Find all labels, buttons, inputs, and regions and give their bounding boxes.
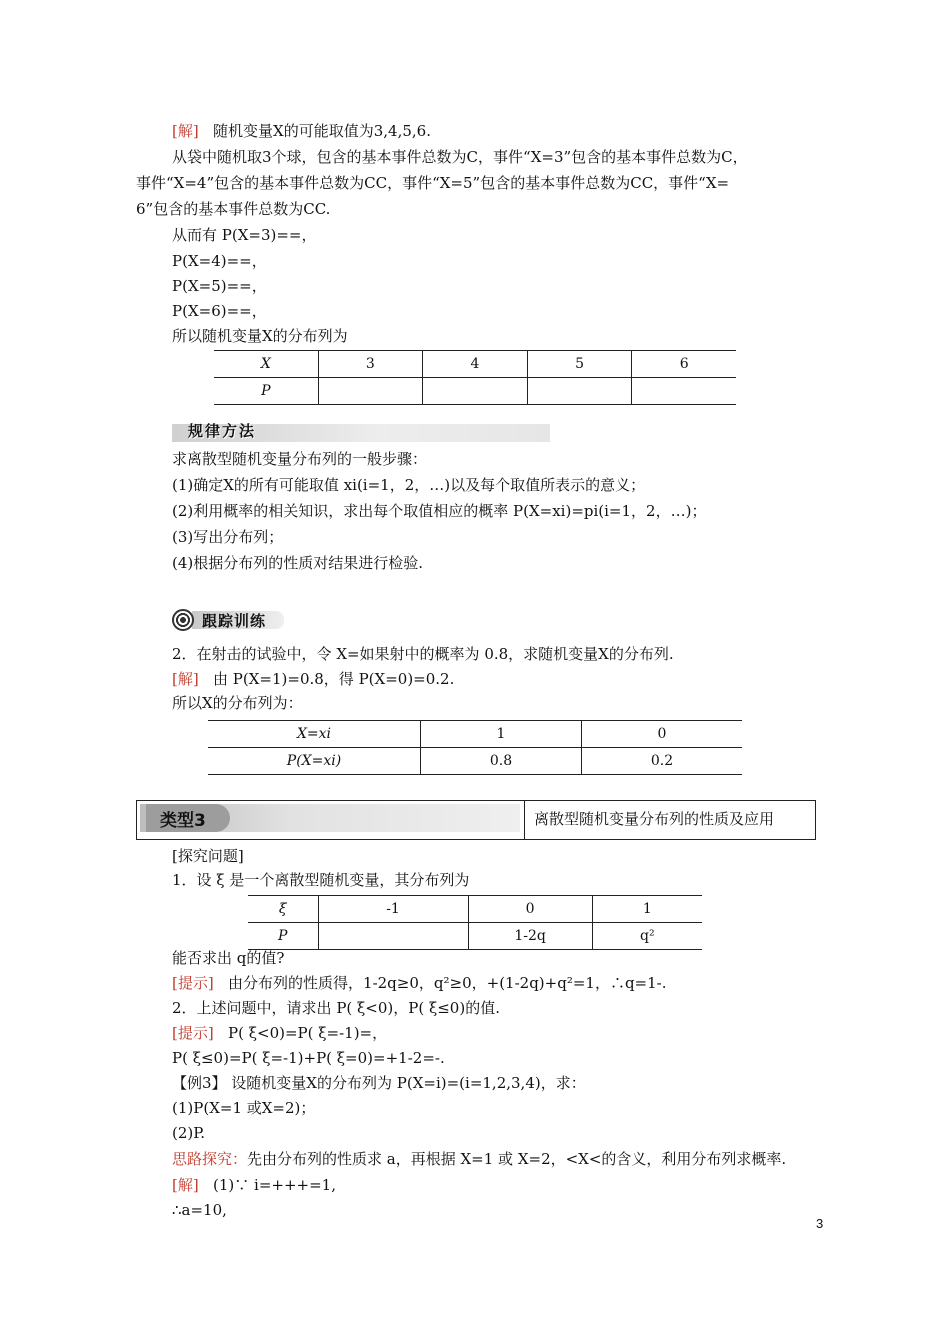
text-line: (1)确定X的所有可能取值 xi(i=1，2，…)以及每个取值所表示的意义； xyxy=(172,476,646,494)
text-line: P( ξ≤0)=P( ξ=-1)+P( ξ=0)=+1-2=-. xyxy=(172,1049,445,1067)
idea-line xyxy=(172,1148,786,1170)
table-cell: X xyxy=(214,351,318,378)
table-row xyxy=(214,351,736,378)
text-line: 从袋中随机取3个球，包含的基本事件总数为C，事件“X=3”包含的基本事件总数为C， xyxy=(172,148,748,166)
distribution-table-1 xyxy=(214,350,736,405)
table-cell xyxy=(423,378,528,405)
table-cell: 1-2q xyxy=(468,923,592,950)
table-cell xyxy=(632,378,736,405)
solution-line xyxy=(172,1174,336,1196)
text: P( ξ<0)=P( ξ=-1)=， xyxy=(228,1024,388,1042)
solution-line xyxy=(172,668,454,690)
text-line: ∴a=10, xyxy=(172,1201,227,1219)
solution-line xyxy=(172,120,431,142)
text-line: 所以X的分布列为： xyxy=(172,694,303,712)
text-line: 所以随机变量X的分布列为 xyxy=(172,327,348,345)
table-cell: -1 xyxy=(318,896,468,923)
text: 先由分布列的性质求 a，再根据 X=1 或 X=2，<X<的含义，利用分布列求概率. xyxy=(247,1150,787,1168)
text: 由 P(X=1)=0.8，得 P(X=0)=0.2. xyxy=(213,670,455,688)
table-row xyxy=(208,748,742,775)
table-cell: P(X=xi) xyxy=(208,748,421,775)
text: 随机变量X的可能取值为3,4,5,6. xyxy=(213,122,431,140)
table-cell: P xyxy=(214,378,318,405)
table-cell: 1 xyxy=(421,721,582,748)
method-banner-title: 规律方法 xyxy=(188,422,257,440)
table-cell: ξ xyxy=(248,896,318,923)
type-divider xyxy=(524,800,525,840)
method-banner xyxy=(172,424,550,442)
table-cell: 0.8 xyxy=(421,748,582,775)
table-cell: 6 xyxy=(632,351,736,378)
example-line: 【例3】 设随机变量X的分布列为 P(X=i)=(i=1,2,3,4)，求： xyxy=(172,1074,586,1092)
text-line: 2．上述问题中，请求出 P( ξ<0)，P( ξ≤0)的值. xyxy=(172,999,500,1017)
text-line: P(X=4)==， xyxy=(172,252,267,270)
table-cell: 5 xyxy=(527,351,632,378)
text-line: 事件“X=4”包含的基本事件总数为CC，事件“X=5”包含的基本事件总数为CC，事件“X= xyxy=(136,174,730,192)
table-cell: 3 xyxy=(318,351,423,378)
text-line: 1．设 ξ 是一个离散型随机变量，其分布列为 xyxy=(172,871,470,889)
table-row xyxy=(208,721,742,748)
distribution-table-2 xyxy=(208,720,742,775)
text-line: 2．在射击的试验中，令 X=如果射中的概率为 0.8，求随机变量X的分布列. xyxy=(172,645,674,663)
hint-tag: [提示] xyxy=(172,974,214,992)
text-line: 求离散型随机变量分布列的一般步骤： xyxy=(172,450,428,468)
text-line: (2)P. xyxy=(172,1124,206,1142)
text-line: [探究问题] xyxy=(172,847,244,865)
table-cell: X=xi xyxy=(208,721,421,748)
table-cell: 0 xyxy=(582,721,743,748)
target-icon xyxy=(172,609,194,631)
text-line: (1)P(X=1 或X=2)； xyxy=(172,1099,316,1117)
table-cell xyxy=(527,378,632,405)
text-line: 从而有 P(X=3)==， xyxy=(172,226,317,244)
hint-line xyxy=(172,1022,387,1044)
track-banner-title: 跟踪训练 xyxy=(202,612,267,630)
type-label: 类型3 xyxy=(160,811,206,831)
text: 由分布列的性质得，1-2q≥0，q²≥0，+(1-2q)+q²=1，∴q=1-. xyxy=(228,974,667,992)
table-cell: 4 xyxy=(423,351,528,378)
table-cell xyxy=(318,378,423,405)
type-title: 离散型随机变量分布列的性质及应用 xyxy=(534,810,775,828)
text-line: P(X=5)==， xyxy=(172,277,267,295)
text-line: (3)写出分布列； xyxy=(172,528,284,546)
hint-tag: [提示] xyxy=(172,1024,214,1042)
text-line: (4)根据分布列的性质对结果进行检验. xyxy=(172,554,424,572)
idea-tag: 思路探究： xyxy=(172,1150,248,1168)
solution-tag: [解] xyxy=(172,1176,199,1194)
table-row xyxy=(214,378,736,405)
table-cell: 1 xyxy=(592,896,702,923)
table-cell: P xyxy=(248,923,318,950)
text-line: 能否求出 q的值? xyxy=(172,949,285,967)
table-cell: 0.2 xyxy=(582,748,743,775)
page-number: 3 xyxy=(816,1216,824,1231)
distribution-table-3 xyxy=(248,895,702,950)
solution-tag: [解] xyxy=(172,122,199,140)
table-row xyxy=(248,896,702,923)
table-cell: 0 xyxy=(468,896,592,923)
table-cell xyxy=(318,923,468,950)
solution-tag: [解] xyxy=(172,670,199,688)
text-line: (2)利用概率的相关知识，求出每个取值相应的概率 P(X=xi)=pi(i=1，2，…)； xyxy=(172,502,707,520)
hint-line xyxy=(172,972,667,994)
text-line: P(X=6)==， xyxy=(172,302,267,320)
text: (1)∵ i=+++=1, xyxy=(213,1176,336,1194)
table-row xyxy=(248,923,702,950)
table-cell: q² xyxy=(592,923,702,950)
text-line: 6”包含的基本事件总数为CC. xyxy=(136,200,331,218)
